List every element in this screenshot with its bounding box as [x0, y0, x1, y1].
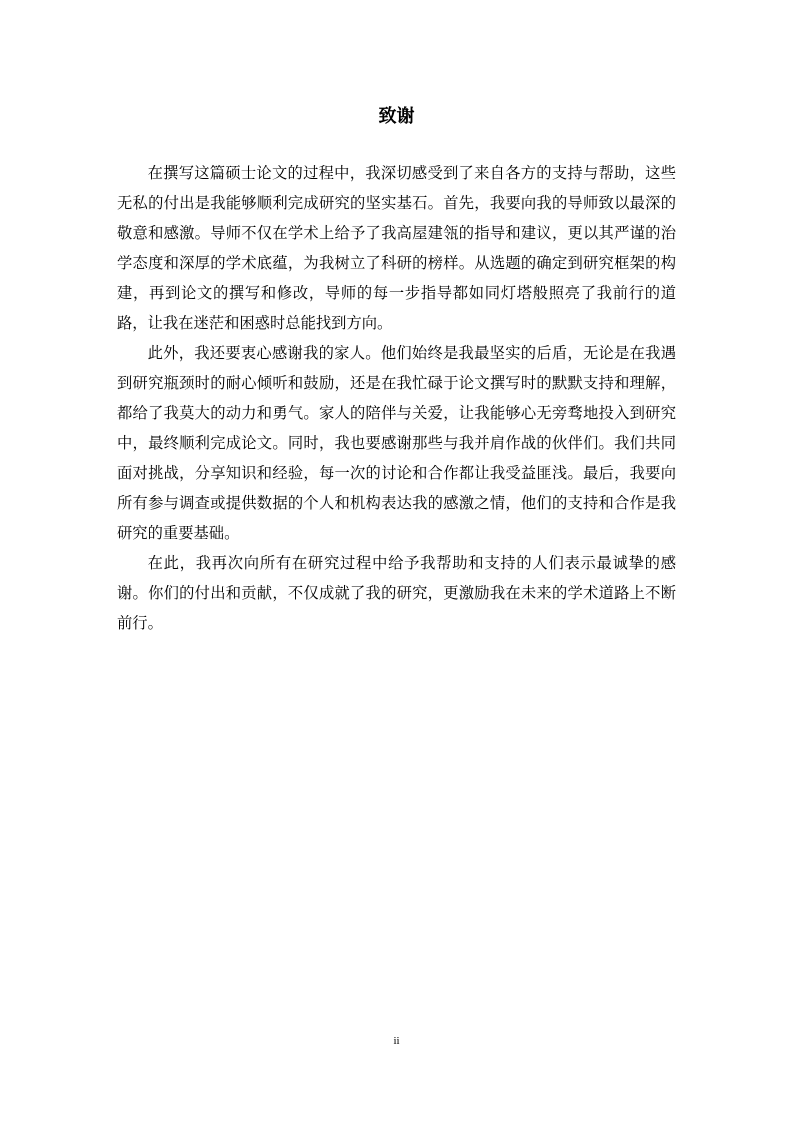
paragraph-advisor: 在撰写这篇硕士论文的过程中，我深切感受到了来自各方的支持与帮助，这些无私的付出是我能够顺利完成研究的坚实基石。首先，我要向我的导师致以最深的敬意和感激。导师不仅在学术上给予了我高屋建瓴的指导和建议，更以其严谨的治学态度和深厚的学术底蕴，为我树立了科研的榜样。从选题的确定到研究框架的构建，再到论文的撰写和修改，导师的每一步指导都如同灯塔般照亮了我前行的道路，让我在迷茫和困惑时总能找到方向。	[117, 164, 676, 332]
page-number: ii	[393, 1035, 400, 1047]
paragraph-family: 此外，我还要衷心感谢我的家人。他们始终是我最坚实的后盾，无论是在我遇到研究瓶颈时的耐心倾听和鼓励，还是在我忙碌于论文撰写时的默默支持和理解，都给了我莫大的动力和勇气。家人的陪伴与关爱，让我能够心无旁骛地投入到研究中，最终顺利完成论文。同时，我也要感谢那些与我并肩作战的伙伴们。我们共同面对挑战，分享知识和经验，每一次的讨论和合作都让我受益匪浅。最后，我要向所有参与调查或提供数据的个人和机构表达我的感激之情，他们的支持和合作是我研究的重要基础。	[117, 344, 676, 542]
acknowledgement-body	[117, 158, 676, 638]
page-title: 致谢	[378, 106, 415, 127]
paragraph-closing: 在此，我再次向所有在研究过程中给予我帮助和支持的人们表示最诚挚的感谢。你们的付出和贡献，不仅成就了我的研究，更激励我在未来的学术道路上不断前行。	[117, 554, 676, 632]
